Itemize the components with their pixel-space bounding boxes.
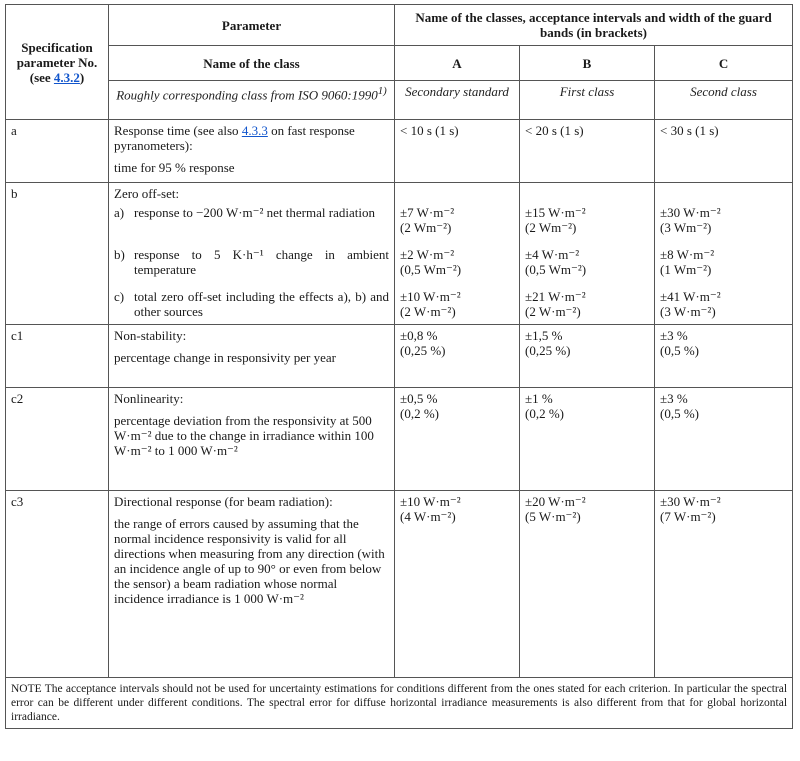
- row-b-class-b: ±15 W·m⁻² (2 Wm⁻²) ±4 W·m⁻² (0,5 Wm⁻²) ±21 W·m⁻² (2 W·m⁻²): [520, 183, 655, 325]
- spec-no-label: Specification parameter No.: [16, 39, 98, 70]
- class-name-label: Name of the class: [109, 46, 395, 81]
- row-c3: [6, 491, 793, 678]
- class-a-header: A: [395, 46, 520, 81]
- specification-table: [5, 4, 793, 729]
- row-c1-class-b: ±1,5 % (0,25 %): [520, 325, 655, 388]
- parameter-header: Parameter: [109, 5, 395, 46]
- iso-class-label: Roughly corresponding class from ISO 9060:1990$^{1)}$: [109, 81, 395, 120]
- row-c1-class-c: ±3 % (0,5 %): [655, 325, 793, 388]
- header-row-3: [6, 81, 793, 120]
- row-c2-class-c: ±3 % (0,5 %): [655, 388, 793, 491]
- header-row-1: [6, 5, 793, 46]
- row-id: c1: [6, 325, 109, 388]
- row-a-parameter: Response time (see also 4.3.3 on fast response pyranometers): time for 95 % response: [109, 120, 395, 183]
- section-link-4-3-3[interactable]: 4.3.3: [241, 123, 268, 138]
- row-c3-class-b: ±20 W·m⁻² (5 W·m⁻²): [520, 491, 655, 678]
- row-b-class-a: ±7 W·m⁻² (2 Wm⁻²) ±2 W·m⁻² (0,5 Wm⁻²) ±10 W·m⁻² (2 W·m⁻²): [395, 183, 520, 325]
- row-id: a: [6, 120, 109, 183]
- class-c-header: C: [655, 46, 793, 81]
- row-c2-class-a: ±0,5 % (0,2 %): [395, 388, 520, 491]
- iso-class-a: Secondary standard: [395, 81, 520, 120]
- row-c2: [6, 388, 793, 491]
- table-note: NOTE The acceptance intervals should not be used for uncertainty estimations for conditions different from the ones stated for each criterion. In particular the spectral error can be different under different conditions. The spectral error for diffuse horizontal irradiance measurements is also different from that for global horizontal irradiance.: [6, 678, 793, 729]
- row-id: b: [6, 183, 109, 325]
- section-link-4-3-2[interactable]: 4.3.2: [53, 69, 80, 85]
- class-b-header: B: [520, 46, 655, 81]
- row-b-class-c: ±30 W·m⁻² (3 Wm⁻²) ±8 W·m⁻² (1 Wm⁻²) ±41 W·m⁻² (3 W·m⁻²): [655, 183, 793, 325]
- zero-offset-item: a) response to −200 W·m⁻² net thermal radiation: [114, 205, 375, 220]
- row-c1-parameter: Non-stability: percentage change in responsivity per year: [109, 325, 395, 388]
- row-a-class-c: < 30 s (1 s): [655, 120, 793, 183]
- row-id: c2: [6, 388, 109, 491]
- row-b: [6, 183, 793, 325]
- row-b-parameter: Zero off-set: a) response to −200 W·m⁻² net thermal radiation b) response to 5 K·h⁻¹ change in ambient temperature c) total zero off-set including the effects a), b) and other sources: [109, 183, 395, 325]
- row-a-class-a: < 10 s (1 s): [395, 120, 520, 183]
- zero-offset-item: b) response to 5 K·h⁻¹ change in ambient temperature: [114, 247, 389, 277]
- row-c3-class-c: ±30 W·m⁻² (7 W·m⁻²): [655, 491, 793, 678]
- iso-class-b: First class: [520, 81, 655, 120]
- row-c3-parameter: Directional response (for beam radiation): the range of errors caused by assuming that the normal incidence responsivity is valid for all directions when measuring from any direction (with an incidence angle of up to 90° or even from below the sensor) a beam radiation whose normal incidence irradiance is 1 000 W·m⁻²: [109, 491, 395, 678]
- row-a: [6, 120, 793, 183]
- row-c1-class-a: ±0,8 % (0,25 %): [395, 325, 520, 388]
- spec-no-header: Specification parameter No. (see 4.3.2): [6, 5, 109, 120]
- header-row-2: [6, 46, 793, 81]
- note-row: [6, 678, 793, 729]
- iso-class-c: Second class: [655, 81, 793, 120]
- zero-offset-item: c) total zero off-set including the effects a), b) and other sources: [114, 289, 389, 319]
- footnote-ref: 1): [377, 85, 387, 97]
- classes-header: Name of the classes, acceptance intervals and width of the guard bands (in brackets): [395, 5, 793, 46]
- row-c2-parameter: Nonlinearity: percentage deviation from the responsivity at 500 W·m⁻² due to the change in irradiance within 100 W·m⁻² to 1 000 W·m⁻²: [109, 388, 395, 491]
- row-id: c3: [6, 491, 109, 678]
- row-c3-class-a: ±10 W·m⁻² (4 W·m⁻²): [395, 491, 520, 678]
- row-c2-class-b: ±1 % (0,2 %): [520, 388, 655, 491]
- row-a-class-b: < 20 s (1 s): [520, 120, 655, 183]
- row-c1: [6, 325, 793, 388]
